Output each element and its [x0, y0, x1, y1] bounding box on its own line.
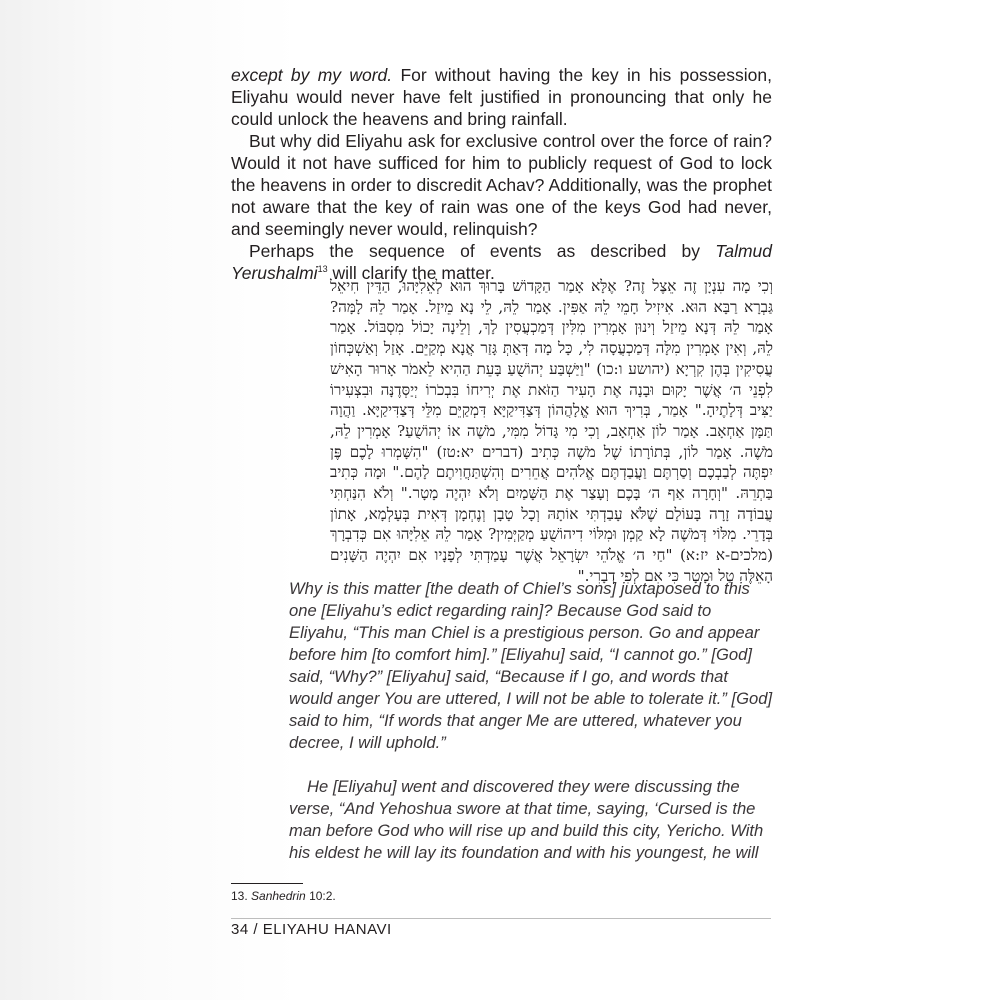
italic-quote: except by my word. [231, 65, 393, 85]
hebrew-line: עֲבוֹדָה זָרָה בָּעוֹלָם שֶׁלֹּא עָבַדְתִּי אוֹתָהּ וְכָל טָבָן וְנֶחְמָן דְּאִית בְּעָלְמָא, אָתוֹן [330, 504, 773, 523]
paragraph-2: But why did Eliyahu ask for exclusive control over the force of rain? Would it not have sufficed for him to publicly request of God to lock the heavens in order to discredit Achav? Additionally, was the prophet not aware that the key of rain was one of the keys God had never, and seemingly never would, relinquish? [231, 131, 772, 239]
paragraph-3-start: Perhaps the sequence of events as described by [249, 241, 716, 261]
footnote [231, 889, 336, 903]
hebrew-line: (מלכים-א יז:א) "חַי ה׳ אֱלֹהֵי יִשְׂרָאֵל אֲשֶׁר עָמַדְתִּי לְפָנָיו אִם יִהְיֶה הַשָּׁנִים [330, 546, 773, 565]
hebrew-line: מֹשֶׁה. אָמַר לוֹן, בְּתוֹרָתוֹ שֶׁל מֹשֶׁה כְּתִיב (דברים יא:טז) "הִשָּׁמְרוּ לָכֶם פֶּן [330, 442, 773, 461]
paragraph-1 [231, 64, 772, 130]
footnote-rule [231, 883, 303, 884]
footnote-number: 13. [231, 889, 252, 903]
footer-separator: / [248, 921, 263, 938]
hebrew-line: לִפְנֵי ה׳ אֲשֶׁר יָקוּם וּבָנָה אֶת הָעִיר הַזֹּאת אֶת יְרִיחוֹ בִּבְכֹרוֹ יְיַסְּדֶנָּה וּבִצְעִירוֹ [330, 380, 773, 399]
hebrew-line: הָאֵלֶּה טַל וּמָטָר כִּי אִם לְפִי דְבָרִי." [577, 566, 773, 585]
hebrew-line: וְכִי מָה עִנְיָן זֶה אֵצֶל זֶה? אֶלָּא אָמַר הַקָּדוֹשׁ בָּרוּךְ הוּא לְאֵלִיָּהוּ, הַדֵּין חִיאֵל [330, 277, 773, 295]
translation-paragraph-1: Why is this matter [the death of Chiel’s sons] juxtaposed to this one [Eliyahu’s edict regarding rain]? Because God said to Eliyahu, “This man Chiel is a prestigious person. Go and appear before him [to comfort him].” [Eliyahu] said, “I cannot go.” [God] said, “Why?” [Eliyahu] said, “Because if I go, and words that would anger You are uttered, I will not be able to tolerate it.” [God] said to him, “If words that anger Me are uttered, whatever you decree, I will uphold.” [289, 579, 773, 752]
hebrew-line: יַצִּיב דְּלָתֶיהָ." אָמַר, בְּרִיךְ הוּא אֱלָהֲהוֹן דְּצַדִּיקַיָּא דִּמְקַיֵּם מִלֵּי דְּצַדִּיקַיָּא. וַהֲוָה [330, 401, 773, 420]
book-title: ELIYAHU HANAVI [262, 921, 392, 938]
hebrew-line: גַּבְרָא רַבָּא הוּא. אִיזִיל חָמֵי לֵהּ אַפִּין. אָמַר לֵהּ, לֵי נָא מֵיזַל. אָמַר לֵהּ לָמָּה? [330, 297, 773, 316]
footnote-marker: 13 [317, 264, 328, 275]
translation-paragraph-2: He [Eliyahu] went and discovered they were discussing the verse, “And Yehoshua swore at that time, saying, ‘Cursed is the man before God who will rise up and build this city, Yericho. With his eldest he will lay its foundation and with his youngest, he will [289, 777, 764, 862]
hebrew-line: בְּדָרֵי. מִלּוֹי דְּמֹשֶׁה לָא קַמְן וּמִלּוֹי דִיהוֹשֻׁעַ מְקַיְּמִין? אָמַר לֵהּ אֵלִיָּהוּ אִם כְּדִבְרָךְ [330, 525, 773, 544]
hebrew-quote [330, 276, 773, 587]
paragraph-3-end: will clarify the matter. [327, 263, 495, 283]
hebrew-line: יִפְתֶּה לְבַבְכֶם וְסַרְתֶּם וַעֲבַדְתֶּם אֱלֹהִים אֲחֵרִים וְהִשְׁתַּחֲוִיתֶם לָהֶם." וּמָה כְּתִיב [330, 463, 773, 482]
paragraph-1-text: For without having the key in his possession, Eliyahu would never have felt justified in pronouncing that only he could unlock the heavens and bring rainfall. [231, 65, 772, 129]
hebrew-line: בַּתְרֵהּ. "וְחָרָה אַף ה׳ בָּכֶם וְעָצַר אֶת הַשָּׁמַיִם וְלֹא יִהְיֶה מָטָר." וְלֹא הִנַּחְתִּי [330, 484, 773, 503]
body-text [231, 64, 772, 284]
hebrew-line: לֵהּ, וְאִין אָמְרִין מִלָּה דְּמַכְעֲסָה לִי, כָּל מָה דְּאַתְּ גָּזַר אֲנָא מְקַיֵּם. אָזַל וְאַשְׁכְּחוֹן [330, 339, 773, 358]
hebrew-line: עֲסִיקִין בְּהֶן קִרְיָא (יהושע ו:כו) "וַיַּשְׁבַּע יְהוֹשֻׁעַ בָּעֵת הַהִיא לֵאמֹר אָרוּר הָאִישׁ [330, 359, 773, 378]
running-footer [231, 921, 392, 938]
footnote-source: Sanhedrin [251, 889, 306, 903]
page-number: 34 [231, 921, 249, 938]
translation [289, 578, 773, 864]
footer-rule [231, 918, 771, 919]
hebrew-line: תַּמָּן אַחְאָב. אָמַר לוֹן אַחְאָב, וְכִי מִי גָּדוֹל מִמִּי, מֹשֶׁה אוֹ יְהוֹשֻׁעַ? אָמְרִין לֵהּ, [330, 421, 773, 440]
footnote-reference: 10:2. [305, 889, 336, 903]
source-title: Talmud Yerushalmi [231, 241, 772, 283]
hebrew-line: אָמַר לֵהּ דְּנָא מֵיזַל וְינוּן אָמְרִין מִלִּין דְּמַכְעֲסִין לָךְ, וְלֵינָה יָכוֹל מִסְבּוֹל. אָמַר [330, 318, 773, 337]
